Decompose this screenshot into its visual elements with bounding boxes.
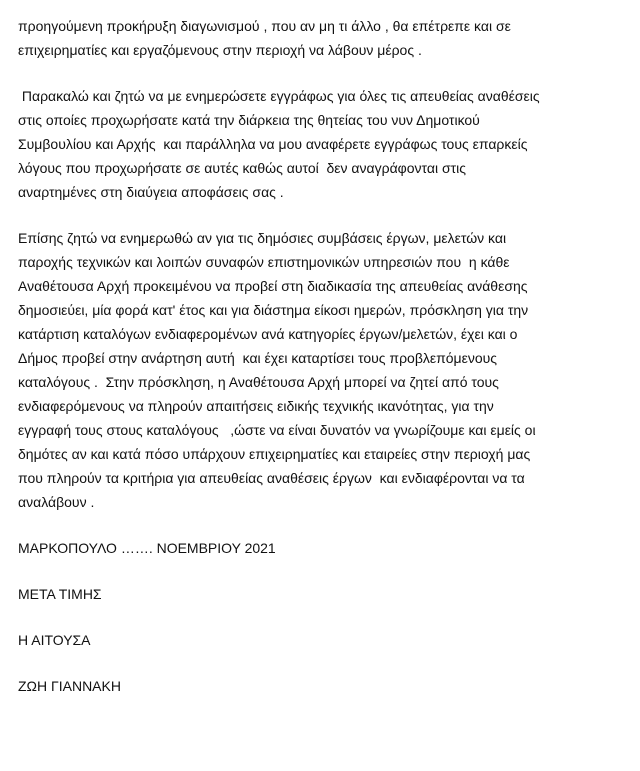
- text-line: Επίσης ζητώ να ενημερωθώ αν για τις δημόσιες συμβάσεις έργων, μελετών και: [18, 230, 507, 246]
- paragraph-previous-tender: [18, 14, 630, 62]
- paragraph-public-contracts-lists: [18, 226, 630, 514]
- text-line: κατάρτιση καταλόγων ενδιαφερομένων ανά κατηγορίες έργων/μελετών, έχει και ο: [18, 326, 518, 342]
- text-line: προηγούμενη προκήρυξη διαγωνισμού , που αν μη τι άλλο , θα επέτρεπε και σε: [18, 18, 511, 34]
- signatory-role: Η ΑΙΤΟΥΣΑ: [18, 632, 91, 648]
- text-line: εγγραφή τους στους καταλόγους ,ώστε να είναι δυνατόν να γνωρίζουμε και εμείς οι: [18, 422, 536, 438]
- text-line: που πληρούν τα κριτήρια για απευθείας αναθέσεις έργων και ενδιαφέρονται να τα: [18, 470, 525, 486]
- text-line: ενδιαφερόμενους να πληρούν απαιτήσεις ειδικής τεχνικής ικανότητας, για την: [18, 398, 494, 414]
- text-line: δημοσιεύει, μία φορά κατ' έτος και για διάστημα είκοσι ημερών, πρόσκληση για την: [18, 302, 529, 318]
- text-line: επιχειρηματίες και εργαζόμενους στην περιοχή να λάβουν μέρος .: [18, 42, 422, 58]
- text-line: παροχής τεχνικών και λοιπών συναφών επιστημονικών υπηρεσιών που η κάθε: [18, 254, 510, 270]
- text-line: Παρακαλώ και ζητώ να με ενημερώσετε εγγράφως για όλες τις απευθείας αναθέσεις: [18, 88, 540, 104]
- text-line: αναλάβουν .: [18, 494, 95, 510]
- text-line: καταλόγους . Στην πρόσκληση, η Αναθέτουσα Αρχή μπορεί να ζητεί από τους: [18, 374, 499, 390]
- text-line: λόγους που προχωρήσατε σε αυτές καθώς αυτοί δεν αναγράφονται στις: [18, 160, 466, 176]
- text-line: στις οποίες προχωρήσατε κατά την διάρκεια της θητείας του νυν Δημοτικού: [18, 112, 480, 128]
- closing-salutation: ΜΕΤΑ ΤΙΜΗΣ: [18, 586, 102, 602]
- signatory-name: ΖΩΗ ΓΙΑΝΝΑΚΗ: [18, 678, 121, 694]
- letter-document: [18, 14, 630, 720]
- text-line: Αναθέτουσα Αρχή προκειμένου να προβεί στη διαδικασία της απευθείας ανάθεσης: [18, 278, 528, 294]
- text-line: αναρτημένες στη διαύγεια αποφάσεις σας .: [18, 184, 284, 200]
- place-date: ΜΑΡΚΟΠΟΥΛΟ ……. ΝΟΕΜΒΡΙΟΥ 2021: [18, 540, 276, 556]
- text-line: Δήμος προβεί στην ανάρτηση αυτή και έχει καταρτίσει τους προβλεπόμενους: [18, 350, 498, 366]
- text-line: δημότες αν και κατά πόσο υπάρχουν επιχειρηματίες και εταιρείες στην περιοχή μας: [18, 446, 531, 462]
- paragraph-direct-awards-request: [18, 84, 630, 204]
- text-line: Συμβουλίου και Αρχής και παράλληλα να μου αναφέρετε εγγράφως τους επαρκείς: [18, 136, 528, 152]
